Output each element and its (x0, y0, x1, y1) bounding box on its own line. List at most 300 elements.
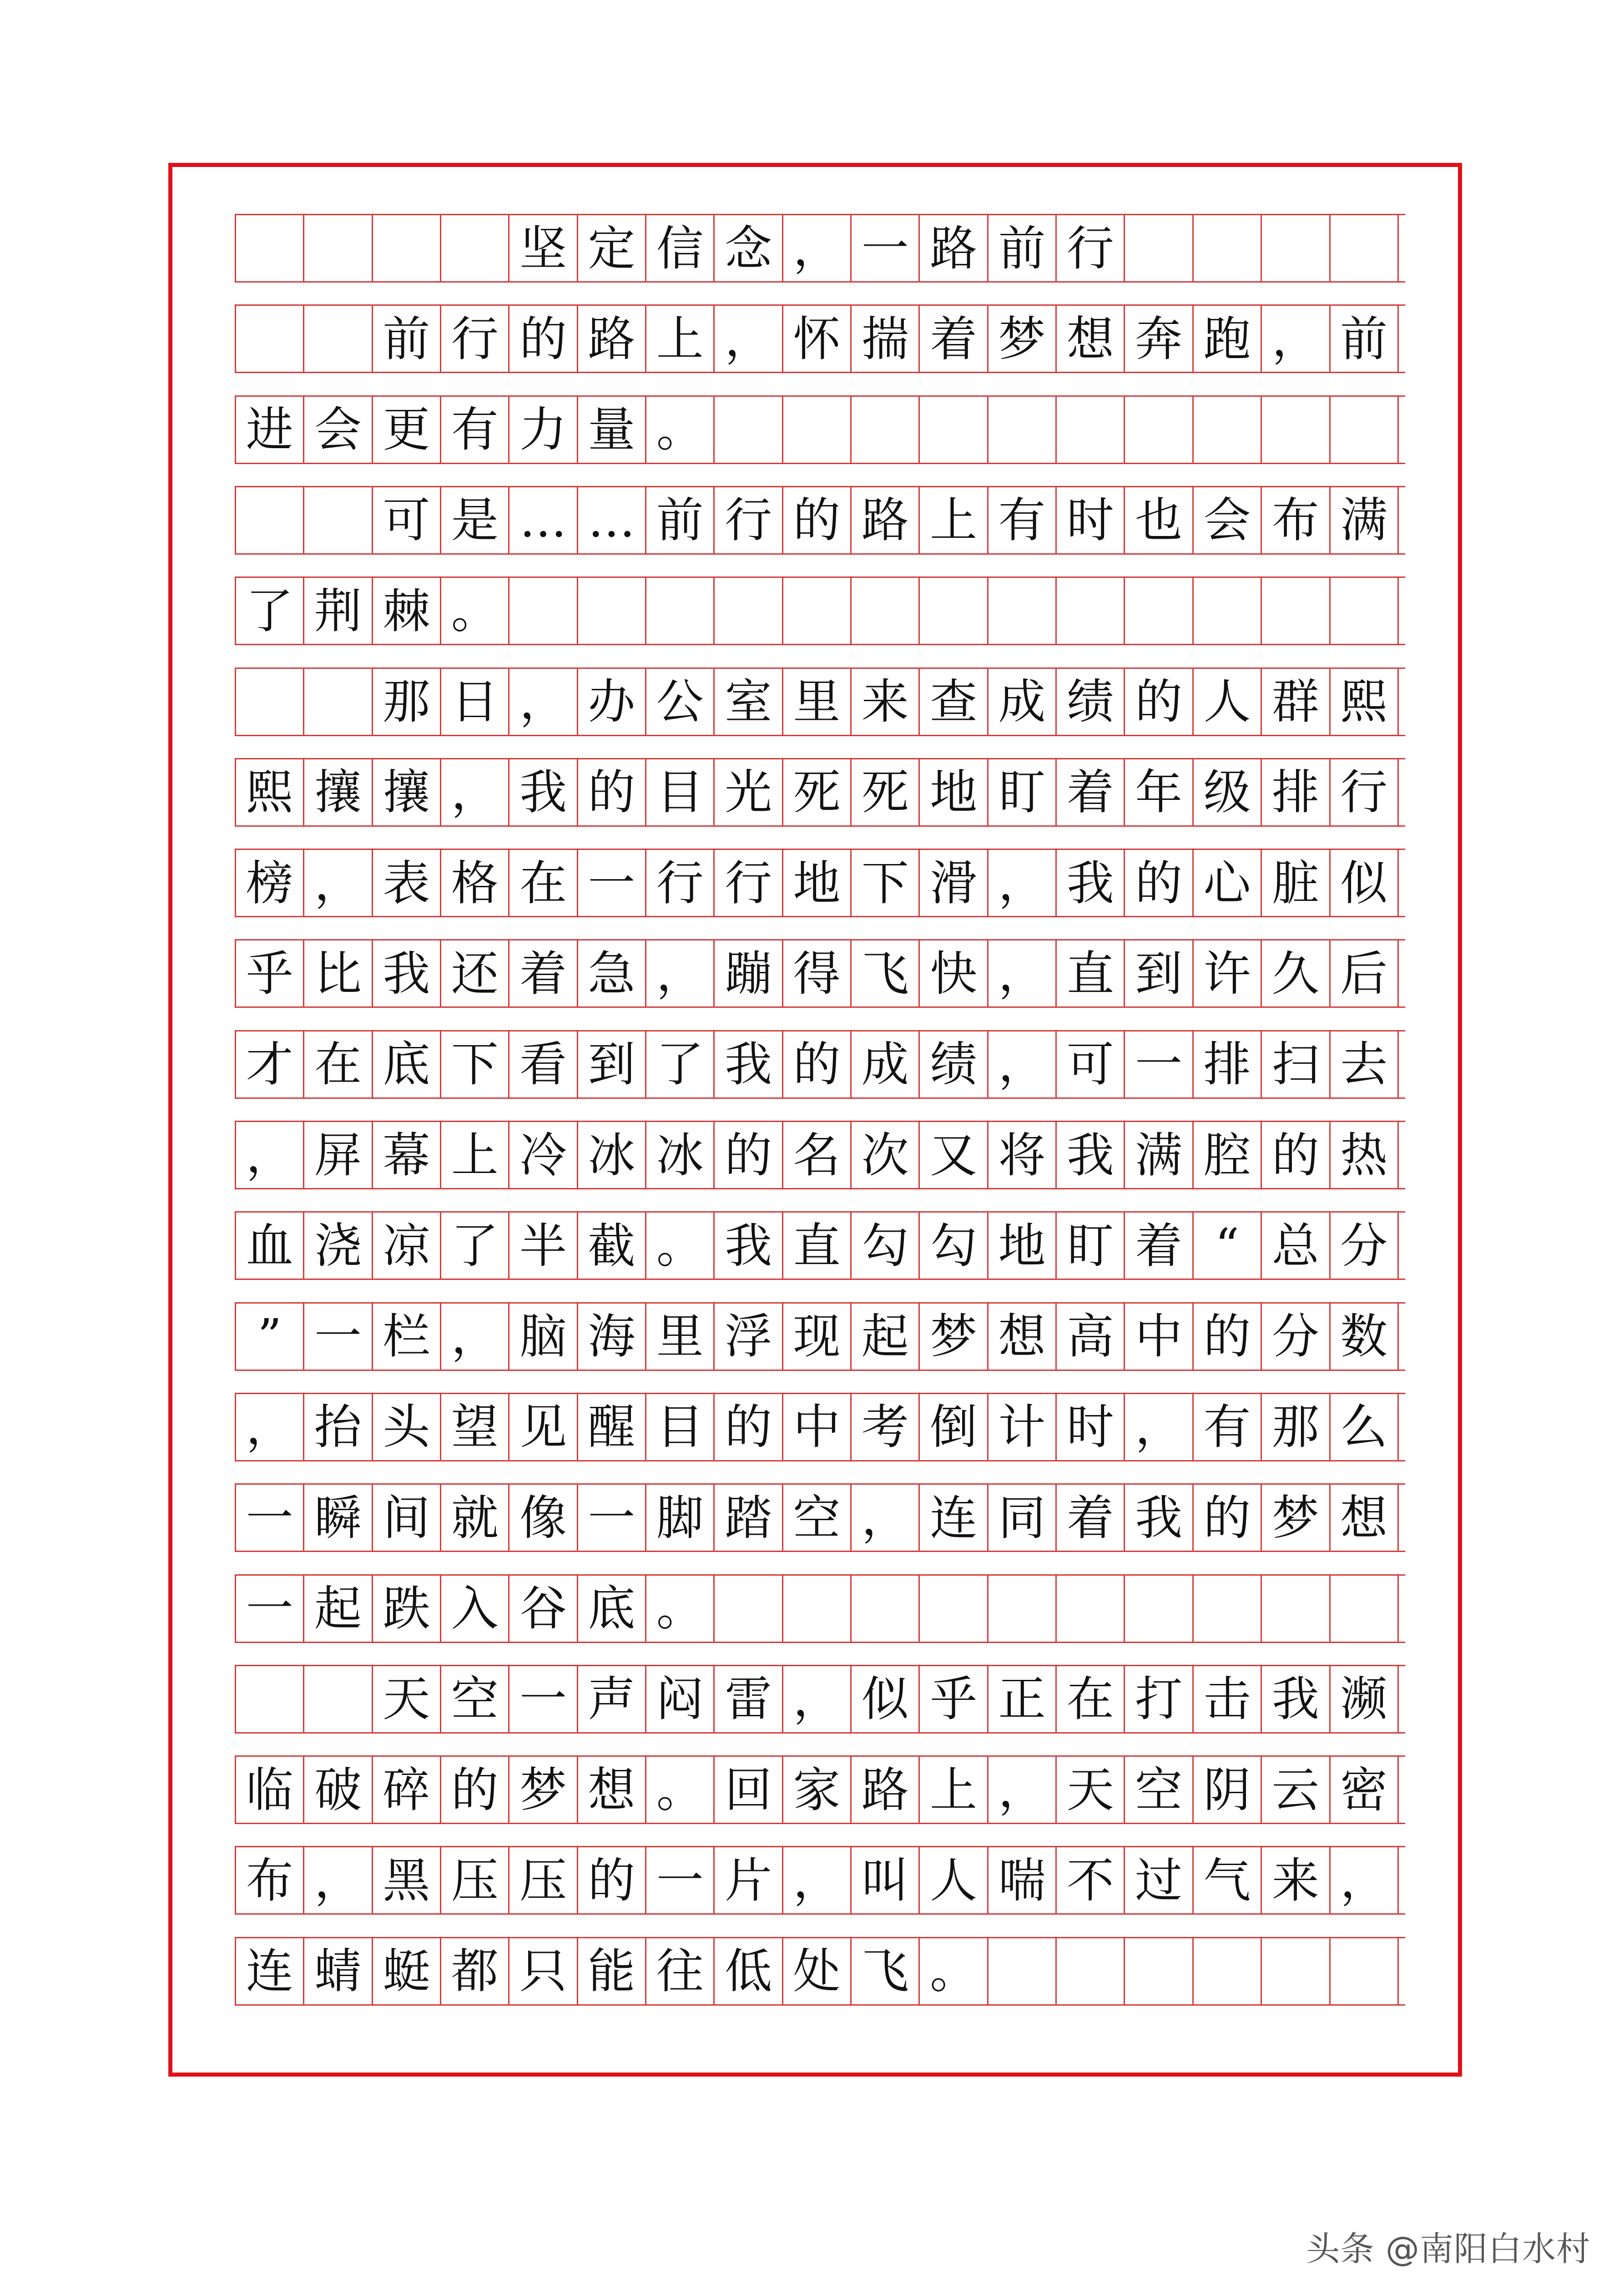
grid-cell: 力 (509, 397, 578, 463)
grid-cell: 想 (1331, 1485, 1399, 1551)
grid-cell: 。 (646, 1213, 715, 1279)
grid-cell (1194, 397, 1262, 463)
grid-cell (1057, 1938, 1125, 2004)
grid-cell: 想 (989, 1304, 1057, 1370)
grid-cell: 查 (920, 669, 988, 735)
grid-cell: 不 (1057, 1847, 1125, 1913)
grid-row (235, 486, 1405, 555)
grid-cell (715, 1576, 783, 1642)
grid-cell: 头 (373, 1394, 441, 1460)
grid-cell: 都 (441, 1938, 509, 2004)
grid-cell: 就 (441, 1485, 509, 1551)
grid-cell (304, 669, 373, 735)
grid-cell (1262, 1938, 1330, 2004)
grid-cell: 中 (1125, 1304, 1193, 1370)
grid-cell: 。 (920, 1938, 988, 2004)
grid-cell (1125, 397, 1193, 463)
grid-cell: 截 (578, 1213, 646, 1279)
grid-cell: 总 (1262, 1213, 1330, 1279)
grid-cell: 脚 (646, 1485, 715, 1551)
grid-cell: ” (236, 1304, 304, 1370)
grid-cell: 里 (783, 669, 852, 735)
grid-cell: 到 (1125, 940, 1193, 1006)
grid-cell: 有 (1194, 1394, 1262, 1460)
grid-cell: 乎 (920, 1666, 988, 1732)
grid-cell (509, 578, 578, 644)
grid-cell (1057, 1576, 1125, 1642)
grid-cell: 路 (578, 306, 646, 372)
grid-cell: 雷 (715, 1666, 783, 1732)
grid-cell: 冰 (578, 1122, 646, 1188)
grid-cell: 天 (1057, 1757, 1125, 1823)
grid-cell: ， (1331, 1847, 1399, 1913)
grid-row (235, 1574, 1405, 1643)
grid-cell: 瞬 (304, 1485, 373, 1551)
grid-cell: 海 (578, 1304, 646, 1370)
grid-cell: 一 (304, 1304, 373, 1370)
grid-cell: 。 (441, 578, 509, 644)
grid-cell: 定 (578, 215, 646, 281)
grid-cell: 云 (1262, 1757, 1330, 1823)
grid-cell: 。 (646, 397, 715, 463)
grid-cell: 奔 (1125, 306, 1193, 372)
grid-cell: 前 (373, 306, 441, 372)
grid-cell (715, 397, 783, 463)
grid-cell: ， (646, 940, 715, 1006)
grid-cell: 乎 (236, 940, 304, 1006)
grid-cell: 脏 (1262, 850, 1330, 916)
grid-cell: 数 (1331, 1304, 1399, 1370)
grid-cell: 热 (1331, 1122, 1399, 1188)
grid-cell (989, 1938, 1057, 2004)
grid-cell: 盯 (989, 759, 1057, 825)
grid-cell: 那 (1262, 1394, 1330, 1460)
grid-cell: 似 (1331, 850, 1399, 916)
grid-cell: 声 (578, 1666, 646, 1732)
grid-cell: 现 (783, 1304, 852, 1370)
grid-cell: 上 (646, 306, 715, 372)
grid-cell: 路 (852, 487, 920, 553)
grid-cell: 路 (920, 215, 988, 281)
grid-cell: ， (989, 1031, 1057, 1097)
grid-cell: 着 (920, 306, 988, 372)
grid-cell: 快 (920, 940, 988, 1006)
grid-cell: 密 (1331, 1757, 1399, 1823)
grid-cell: 念 (715, 215, 783, 281)
grid-cell: 了 (441, 1213, 509, 1279)
grid-cell: 蜻 (304, 1938, 373, 2004)
grid-cell: 碎 (373, 1757, 441, 1823)
grid-cell: 级 (1194, 759, 1262, 825)
grid-cell: 冰 (646, 1122, 715, 1188)
grid-cell: ， (783, 1666, 852, 1732)
grid-cell (304, 487, 373, 553)
grid-cell: 行 (715, 850, 783, 916)
grid-cell: 去 (1331, 1031, 1399, 1097)
grid-cell: ， (441, 759, 509, 825)
grid-cell: 么 (1331, 1394, 1399, 1460)
grid-cell: 我 (509, 759, 578, 825)
grid-cell: 荆 (304, 578, 373, 644)
grid-cell: 中 (783, 1394, 852, 1460)
grid-cell: 更 (373, 397, 441, 463)
grid-cell: 进 (236, 397, 304, 463)
grid-cell: 醒 (578, 1394, 646, 1460)
grid-cell: 的 (1194, 1304, 1262, 1370)
grid-cell: ， (783, 215, 852, 281)
grid-cell (1125, 1938, 1193, 2004)
grid-cell: 凉 (373, 1213, 441, 1279)
grid-cell (920, 578, 988, 644)
grid-cell: 行 (441, 306, 509, 372)
grid-cell: 空 (441, 1666, 509, 1732)
grid-cell: 谷 (509, 1576, 578, 1642)
grid-cell: “ (1194, 1213, 1262, 1279)
grid-cell: ， (852, 1485, 920, 1551)
grid-row (235, 304, 1405, 373)
grid-cell: 来 (1262, 1847, 1330, 1913)
grid-row (235, 1211, 1405, 1280)
grid-cell (236, 669, 304, 735)
grid-row (235, 1846, 1405, 1915)
grid-cell: 跑 (1194, 306, 1262, 372)
grid-cell: ， (989, 1757, 1057, 1823)
grid-cell (783, 397, 852, 463)
grid-cell: 满 (1331, 487, 1399, 553)
grid-cell (1194, 578, 1262, 644)
grid-cell (236, 1666, 304, 1732)
grid-cell: 间 (373, 1485, 441, 1551)
grid-cell: 棘 (373, 578, 441, 644)
grid-cell: 家 (783, 1757, 852, 1823)
grid-cell: 揣 (852, 306, 920, 372)
grid-cell: 许 (1194, 940, 1262, 1006)
grid-cell: 来 (852, 669, 920, 735)
grid-cell: ， (989, 940, 1057, 1006)
grid-cell: 一 (578, 1485, 646, 1551)
grid-cell: ， (509, 669, 578, 735)
grid-cell: ， (304, 1847, 373, 1913)
grid-cell: 成 (989, 669, 1057, 735)
grid-cell (236, 306, 304, 372)
grid-cell (852, 397, 920, 463)
grid-cell: 勾 (920, 1213, 988, 1279)
grid-cell: 盯 (1057, 1213, 1125, 1279)
grid-cell (783, 578, 852, 644)
grid-cell: 梦 (1262, 1485, 1330, 1551)
grid-cell: 栏 (373, 1304, 441, 1370)
grid-cell: 有 (441, 397, 509, 463)
grid-cell: 腔 (1194, 1122, 1262, 1188)
grid-cell: 群 (1262, 669, 1330, 735)
grid-cell: 排 (1194, 1031, 1262, 1097)
grid-cell: 入 (441, 1576, 509, 1642)
grid-cell: 想 (578, 1757, 646, 1823)
grid-cell: 也 (1125, 487, 1193, 553)
grid-cell (1057, 578, 1125, 644)
grid-cell (1331, 215, 1399, 281)
grid-cell: ， (1125, 1394, 1193, 1460)
grid-cell: 日 (441, 669, 509, 735)
grid-cell: 量 (578, 397, 646, 463)
grid-cell: 坚 (509, 215, 578, 281)
grid-cell: 叫 (852, 1847, 920, 1913)
grid-cell: 分 (1331, 1213, 1399, 1279)
grid-cell (304, 306, 373, 372)
grid-row (235, 939, 1405, 1008)
grid-cell: 我 (1057, 850, 1125, 916)
grid-cell: 扫 (1262, 1031, 1330, 1097)
grid-cell: 人 (920, 1847, 988, 1913)
grid-cell: 心 (1194, 850, 1262, 916)
grid-cell: 室 (715, 669, 783, 735)
grid-cell (1125, 215, 1193, 281)
grid-cell: 脑 (509, 1304, 578, 1370)
grid-cell: 里 (646, 1304, 715, 1370)
grid-cell: 临 (236, 1757, 304, 1823)
grid-cell: 又 (920, 1122, 988, 1188)
grid-cell: 空 (1125, 1757, 1193, 1823)
grid-cell: 会 (304, 397, 373, 463)
grid-cell: 次 (852, 1122, 920, 1188)
grid-cell: 飞 (852, 1938, 920, 2004)
grid-row (235, 849, 1405, 917)
grid-cell: 上 (441, 1122, 509, 1188)
grid-cell: 滑 (920, 850, 988, 916)
grid-cell: 行 (715, 487, 783, 553)
grid-cell: 攘 (304, 759, 373, 825)
grid-cell: 路 (852, 1757, 920, 1823)
grid-cell: 前 (989, 215, 1057, 281)
grid-cell: ， (1262, 306, 1330, 372)
grid-cell (1331, 1576, 1399, 1642)
grid-cell (236, 487, 304, 553)
grid-cell: 年 (1125, 759, 1193, 825)
grid-cell: 考 (852, 1394, 920, 1460)
grid-cell: 黑 (373, 1847, 441, 1913)
grid-cell: 信 (646, 215, 715, 281)
grid-cell: 我 (715, 1031, 783, 1097)
grid-cell: 的 (578, 1847, 646, 1913)
grid-cell: 一 (509, 1666, 578, 1732)
grid-cell: 绩 (920, 1031, 988, 1097)
grid-cell: 连 (236, 1938, 304, 2004)
grid-cell: 压 (509, 1847, 578, 1913)
grid-cell: 在 (1057, 1666, 1125, 1732)
grid-cell: 前 (1331, 306, 1399, 372)
grid-cell: 底 (373, 1031, 441, 1097)
grid-cell: 屏 (304, 1122, 373, 1188)
grid-cell: 一 (646, 1847, 715, 1913)
grid-cell: 我 (715, 1213, 783, 1279)
grid-cell (989, 578, 1057, 644)
grid-cell: 踏 (715, 1485, 783, 1551)
grid-cell: 是 (441, 487, 509, 553)
grid-cell: 久 (1262, 940, 1330, 1006)
grid-cell: 处 (783, 1938, 852, 2004)
grid-cell: 。 (646, 1576, 715, 1642)
grid-cell: 幕 (373, 1122, 441, 1188)
grid-cell: 回 (715, 1757, 783, 1823)
grid-cell: 正 (989, 1666, 1057, 1732)
grid-cell: 的 (1125, 850, 1193, 916)
grid-cell: 阴 (1194, 1757, 1262, 1823)
grid-cell: 跌 (373, 1576, 441, 1642)
grid-cell: 的 (578, 759, 646, 825)
grid-row (235, 1665, 1405, 1734)
grid-cell: 喘 (989, 1847, 1057, 1913)
grid-cell: 时 (1057, 487, 1125, 553)
grid-cell: 榜 (236, 850, 304, 916)
grid-cell (1194, 1576, 1262, 1642)
grid-cell: 攘 (373, 759, 441, 825)
grid-cell (304, 215, 373, 281)
grid-cell: 在 (509, 850, 578, 916)
grid-cell (373, 215, 441, 281)
grid-cell: 时 (1057, 1394, 1125, 1460)
grid-cell: 似 (852, 1666, 920, 1732)
grid-cell (1331, 397, 1399, 463)
grid-cell: 办 (578, 669, 646, 735)
grid-cell: 浇 (304, 1213, 373, 1279)
grid-cell: ， (783, 1847, 852, 1913)
grid-cell (646, 578, 715, 644)
grid-cell: 血 (236, 1213, 304, 1279)
grid-cell: 熙 (1331, 669, 1399, 735)
grid-cell: 才 (236, 1031, 304, 1097)
grid-cell: 了 (236, 578, 304, 644)
grid-cell: 布 (1262, 487, 1330, 553)
grid-row (235, 1030, 1405, 1099)
grid-cell (783, 1576, 852, 1642)
grid-cell: 布 (236, 1847, 304, 1913)
grid-cell: 片 (715, 1847, 783, 1913)
grid-cell: ， (236, 1122, 304, 1188)
grid-cell: 的 (783, 487, 852, 553)
grid-cell: 的 (715, 1394, 783, 1460)
grid-cell (1194, 1938, 1262, 2004)
grid-cell: 熙 (236, 759, 304, 825)
grid-cell: 低 (715, 1938, 783, 2004)
grid-cell: 一 (236, 1485, 304, 1551)
grid-cell (304, 1666, 373, 1732)
grid-cell: 我 (373, 940, 441, 1006)
grid-cell (852, 578, 920, 644)
grid-cell (1262, 397, 1330, 463)
grid-cell: ， (236, 1394, 304, 1460)
grid-cell (920, 1576, 988, 1642)
grid-cell: 蜓 (373, 1938, 441, 2004)
grid-cell: 梦 (989, 306, 1057, 372)
grid-cell (1262, 215, 1330, 281)
grid-cell: 到 (578, 1031, 646, 1097)
grid-cell: 冷 (509, 1122, 578, 1188)
grid-cell: 行 (1331, 759, 1399, 825)
grid-cell: 地 (783, 850, 852, 916)
grid-cell: 飞 (852, 940, 920, 1006)
grid-cell: 将 (989, 1122, 1057, 1188)
grid-cell (920, 397, 988, 463)
grid-cell: 那 (373, 669, 441, 735)
grid-cell (236, 215, 304, 281)
grid-cell: 了 (646, 1031, 715, 1097)
grid-cell: 打 (1125, 1666, 1193, 1732)
grid-row (235, 214, 1405, 283)
grid-cell: 死 (852, 759, 920, 825)
grid-row (235, 1393, 1405, 1461)
grid-cell: 望 (441, 1394, 509, 1460)
grid-cell: 只 (509, 1938, 578, 2004)
grid-cell: 急 (578, 940, 646, 1006)
grid-cell: 过 (1125, 1847, 1193, 1913)
grid-cell: 一 (1125, 1031, 1193, 1097)
grid-cell: 着 (509, 940, 578, 1006)
grid-cell: 闷 (646, 1666, 715, 1732)
grid-cell: 分 (1262, 1304, 1330, 1370)
grid-cell (715, 578, 783, 644)
grid-cell (989, 1576, 1057, 1642)
grid-cell: 梦 (509, 1757, 578, 1823)
grid-cell: 得 (783, 940, 852, 1006)
grid-cell (852, 1576, 920, 1642)
grid-cell: 我 (1057, 1122, 1125, 1188)
grid-cell: 排 (1262, 759, 1330, 825)
grid-cell: 着 (1057, 1485, 1125, 1551)
grid-cell: 天 (373, 1666, 441, 1732)
grid-cell: 在 (304, 1031, 373, 1097)
grid-row (235, 1121, 1405, 1189)
grid-cell (1125, 1576, 1193, 1642)
grid-cell: 连 (920, 1485, 988, 1551)
grid-cell: 会 (1194, 487, 1262, 553)
grid-cell: 行 (646, 850, 715, 916)
grid-cell: 底 (578, 1576, 646, 1642)
grid-cell: 的 (1125, 669, 1193, 735)
grid-cell (1057, 397, 1125, 463)
grid-cell: 气 (1194, 1847, 1262, 1913)
grid-cell: 格 (441, 850, 509, 916)
grid-cell: ， (989, 850, 1057, 916)
grid-row (235, 395, 1405, 464)
grid-cell: 计 (989, 1394, 1057, 1460)
grid-cell: 抬 (304, 1394, 373, 1460)
grid-cell: 倒 (920, 1394, 988, 1460)
grid-cell (578, 578, 646, 644)
grid-cell: 起 (852, 1304, 920, 1370)
grid-cell (989, 397, 1057, 463)
grid-cell: 成 (852, 1031, 920, 1097)
grid-cell: 高 (1057, 1304, 1125, 1370)
grid-cell: 人 (1194, 669, 1262, 735)
grid-cell (1125, 578, 1193, 644)
grid-cell (1194, 215, 1262, 281)
grid-cell: 绩 (1057, 669, 1125, 735)
grid-cell: 的 (1262, 1122, 1330, 1188)
grid-cell: 能 (578, 1938, 646, 2004)
grid-cell: 想 (1057, 306, 1125, 372)
grid-cell: 蹦 (715, 940, 783, 1006)
grid-row (235, 576, 1405, 645)
grid-row (235, 1937, 1405, 2006)
grid-cell: 我 (1262, 1666, 1330, 1732)
grid-cell: 浮 (715, 1304, 783, 1370)
grid-cell: 目 (646, 759, 715, 825)
grid-cell: 可 (373, 487, 441, 553)
grid-cell: 像 (509, 1485, 578, 1551)
grid-row (235, 1302, 1405, 1371)
grid-cell: 一 (236, 1576, 304, 1642)
grid-cell: 前 (646, 487, 715, 553)
